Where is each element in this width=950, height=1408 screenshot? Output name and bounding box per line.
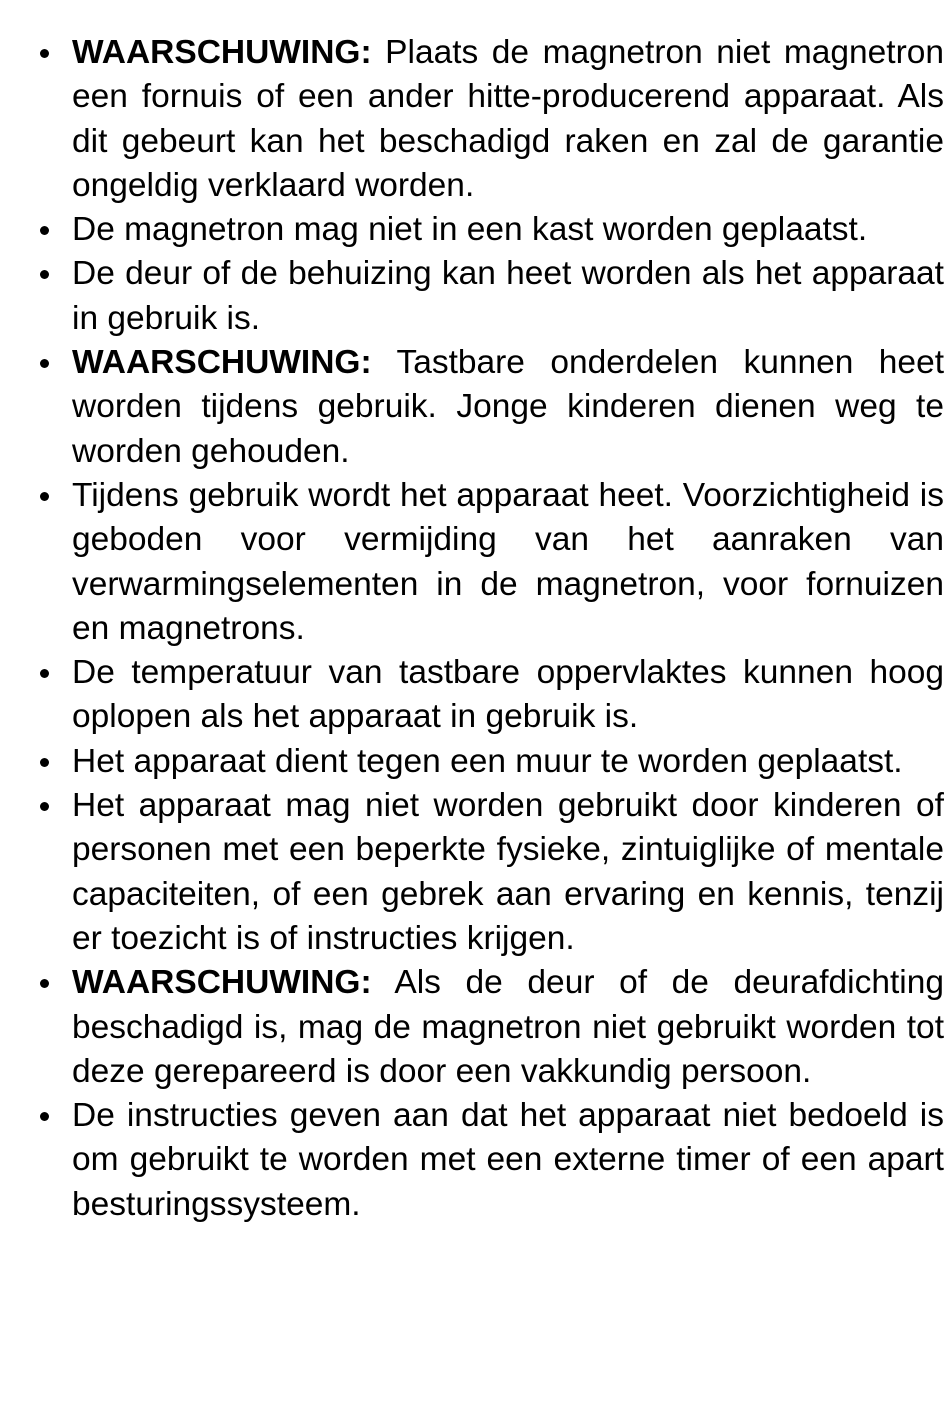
bullet-icon <box>40 492 49 501</box>
safety-warnings-list <box>0 31 944 1227</box>
bullet-icon <box>40 758 49 767</box>
bullet-icon <box>40 669 49 678</box>
item-text: De deur of de behuizing kan heet worden als het apparaat in gebruik is. <box>72 255 944 337</box>
item-text: Tastbare onderdelen kunnen heet worden tijdens gebruik. Jonge kinderen dienen weg te worden gehouden. <box>72 344 945 470</box>
bullet-icon <box>40 270 49 279</box>
list-item <box>0 784 944 961</box>
item-text: De temperatuur van tastbare oppervlaktes kunnen hoog oplopen als het apparaat in gebruik is. <box>72 654 944 736</box>
bullet-icon <box>40 226 49 235</box>
list-item <box>0 341 944 474</box>
bullet-icon <box>40 979 49 988</box>
bullet-icon <box>40 49 49 58</box>
list-item <box>0 1094 944 1227</box>
item-text: Plaats de magnetron niet magnetron een fornuis of een ander hitte-producerend apparaat. Als dit gebeurt kan het beschadigd raken en zal de garantie ongeldig verklaard worden. <box>72 34 945 204</box>
item-text: Het apparaat mag niet worden gebruikt door kinderen of personen met een beperkte fysieke, zintuiglijke of mentale capaciteiten, of een gebrek aan ervaring en kennis, tenzij er toezicht is of instructies krijgen. <box>72 787 944 957</box>
item-text: De magnetron mag niet in een kast worden geplaatst. <box>72 211 868 249</box>
list-item <box>0 252 944 341</box>
list-item <box>0 474 944 651</box>
list-item <box>0 31 944 208</box>
list-item <box>0 651 944 740</box>
item-text: Tijdens gebruik wordt het apparaat heet. Voorzichtigheid is geboden voor vermijding van het aanraken van verwarmingselementen in de magnetron, voor fornuizen en magnetrons. <box>72 476 944 647</box>
warning-label: WAARSCHUWING: <box>72 964 372 1002</box>
warning-label: WAARSCHUWING: <box>72 34 372 71</box>
bullet-icon <box>40 359 49 368</box>
item-text: Het apparaat dient tegen een muur te worden geplaatst. <box>72 742 903 780</box>
bullet-icon <box>40 1112 49 1121</box>
item-text: Als de deur of de deurafdichting beschadigd is, mag de magnetron niet gebruikt worden tot deze gerepareerd is door een vakkundig persoon. <box>72 964 944 1090</box>
list-item <box>0 961 944 1094</box>
list-item <box>0 740 944 784</box>
item-text: De instructies geven aan dat het apparaat niet bedoeld is om gebruikt te worden met een externe timer of een apart besturingssysteem. <box>72 1097 944 1223</box>
bullet-icon <box>40 802 49 811</box>
list-item <box>0 208 944 252</box>
warning-label: WAARSCHUWING: <box>72 344 372 382</box>
